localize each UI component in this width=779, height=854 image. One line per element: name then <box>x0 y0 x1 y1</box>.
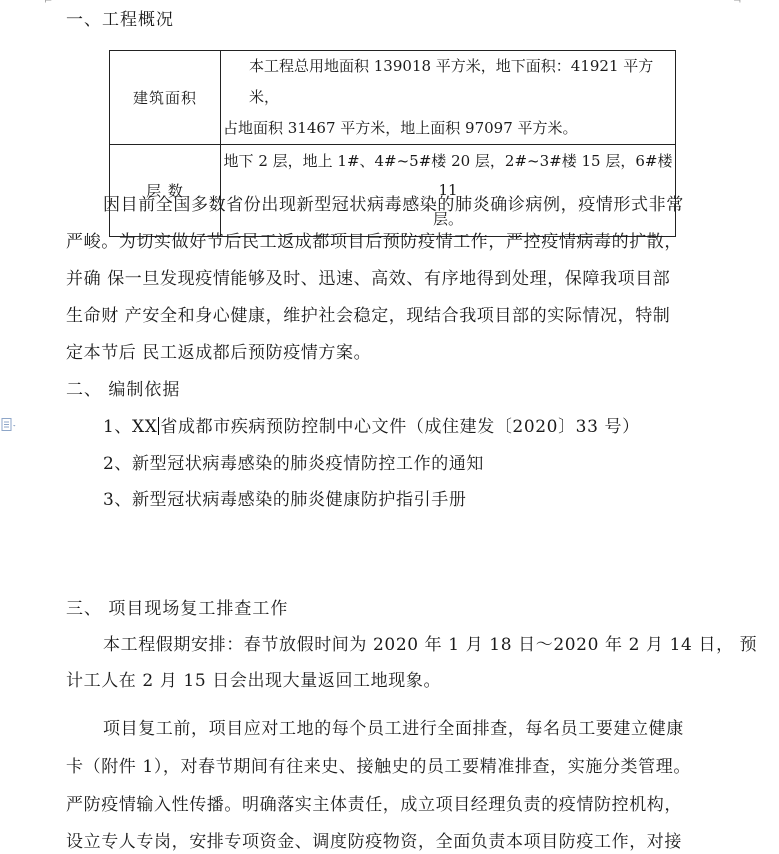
section-3-paragraph-1-line-1: 本工程假期安排：春节放假时间为 2020 年 1 月 18 日～2020 年 2 月 14 日， 预 <box>103 635 758 655</box>
basis-item-1-text: 省成都市疾病预防控制中心文件（成住建发〔2020〕33 号） <box>160 417 640 437</box>
building-area-label: 建筑面积 <box>110 51 221 145</box>
basis-item-1 <box>103 412 640 437</box>
page-corner-mark-left: ⌐ <box>44 0 53 7</box>
document-map-icon[interactable] <box>0 417 16 433</box>
section-3-paragraph-1-line-2: 计工人在 2 月 15 日会出现大量返回工地现象。 <box>66 671 442 691</box>
building-area-line-2: 占地面积 31467 平方米，地上面积 97097 平方米。 <box>223 119 578 137</box>
section-3-paragraph-2-line-2: 卡（附件 1），对春节期间有往来史、接触史的员工要精准排查，实施分类管理。 <box>66 757 691 777</box>
basis-item-2: 2、新型冠状病毒感染的肺炎疫情防控工作的通知 <box>103 454 485 474</box>
floors-line-1: 地下 2 层，地上 1#、4#~5#楼 20 层，2#~3#楼 15 层，6#楼 11 <box>223 152 673 199</box>
page-corner-mark-right: ¬ <box>733 0 742 7</box>
building-area-line-1: 本工程总用地面积 139018 平方米，地下面积：41921 平方米， <box>249 57 654 106</box>
paragraph-1-line-2: 严峻。为切实做好节后民工返成都项目后预防疫情工作，严控疫情病毒的扩散， <box>66 232 682 252</box>
section-3-paragraph-2-line-1: 项目复工前，项目应对工地的每个员工进行全面排查，每名员工要建立健康 <box>103 719 684 739</box>
section-3-paragraph-2-line-3: 严防疫情输入性传播。明确落实主体责任，成立项目经理负责的疫情防控机构， <box>66 795 682 815</box>
building-area-value <box>221 51 676 145</box>
section-3-title: 三、 项目现场复工排查工作 <box>66 599 289 619</box>
basis-item-3: 3、新型冠状病毒感染的肺炎健康防护指引手册 <box>103 490 467 510</box>
floors-label: 层 数 <box>110 145 221 237</box>
paragraph-1-line-5: 定本节后 民工返成都后预防疫情方案。 <box>66 343 372 363</box>
table-row <box>110 51 676 145</box>
section-3-paragraph-2-line-4: 设立专人专岗，安排专项资金、调度防疫物资，全面负责本项目防疫工作，对接 <box>66 832 682 852</box>
paragraph-1-line-1: 因目前全国多数省份出现新型冠状病毒感染的肺炎确诊病例，疫情形式非常 <box>103 195 684 215</box>
paragraph-1-line-3: 并确 保一旦发现疫情能够及时、迅速、高效、有序地得到处理，保障我项目部 <box>66 269 671 289</box>
basis-item-1-prefix: 1、XX <box>103 417 158 437</box>
section-2-title: 二、 编制依据 <box>66 380 181 400</box>
paragraph-1-line-4: 生命财 产安全和身心健康，维护社会稳定，现结合我项目部的实际情况，特制 <box>66 306 671 326</box>
section-1-title: 一、工程概况 <box>66 10 174 30</box>
floors-line-2: 层。 <box>432 210 463 228</box>
